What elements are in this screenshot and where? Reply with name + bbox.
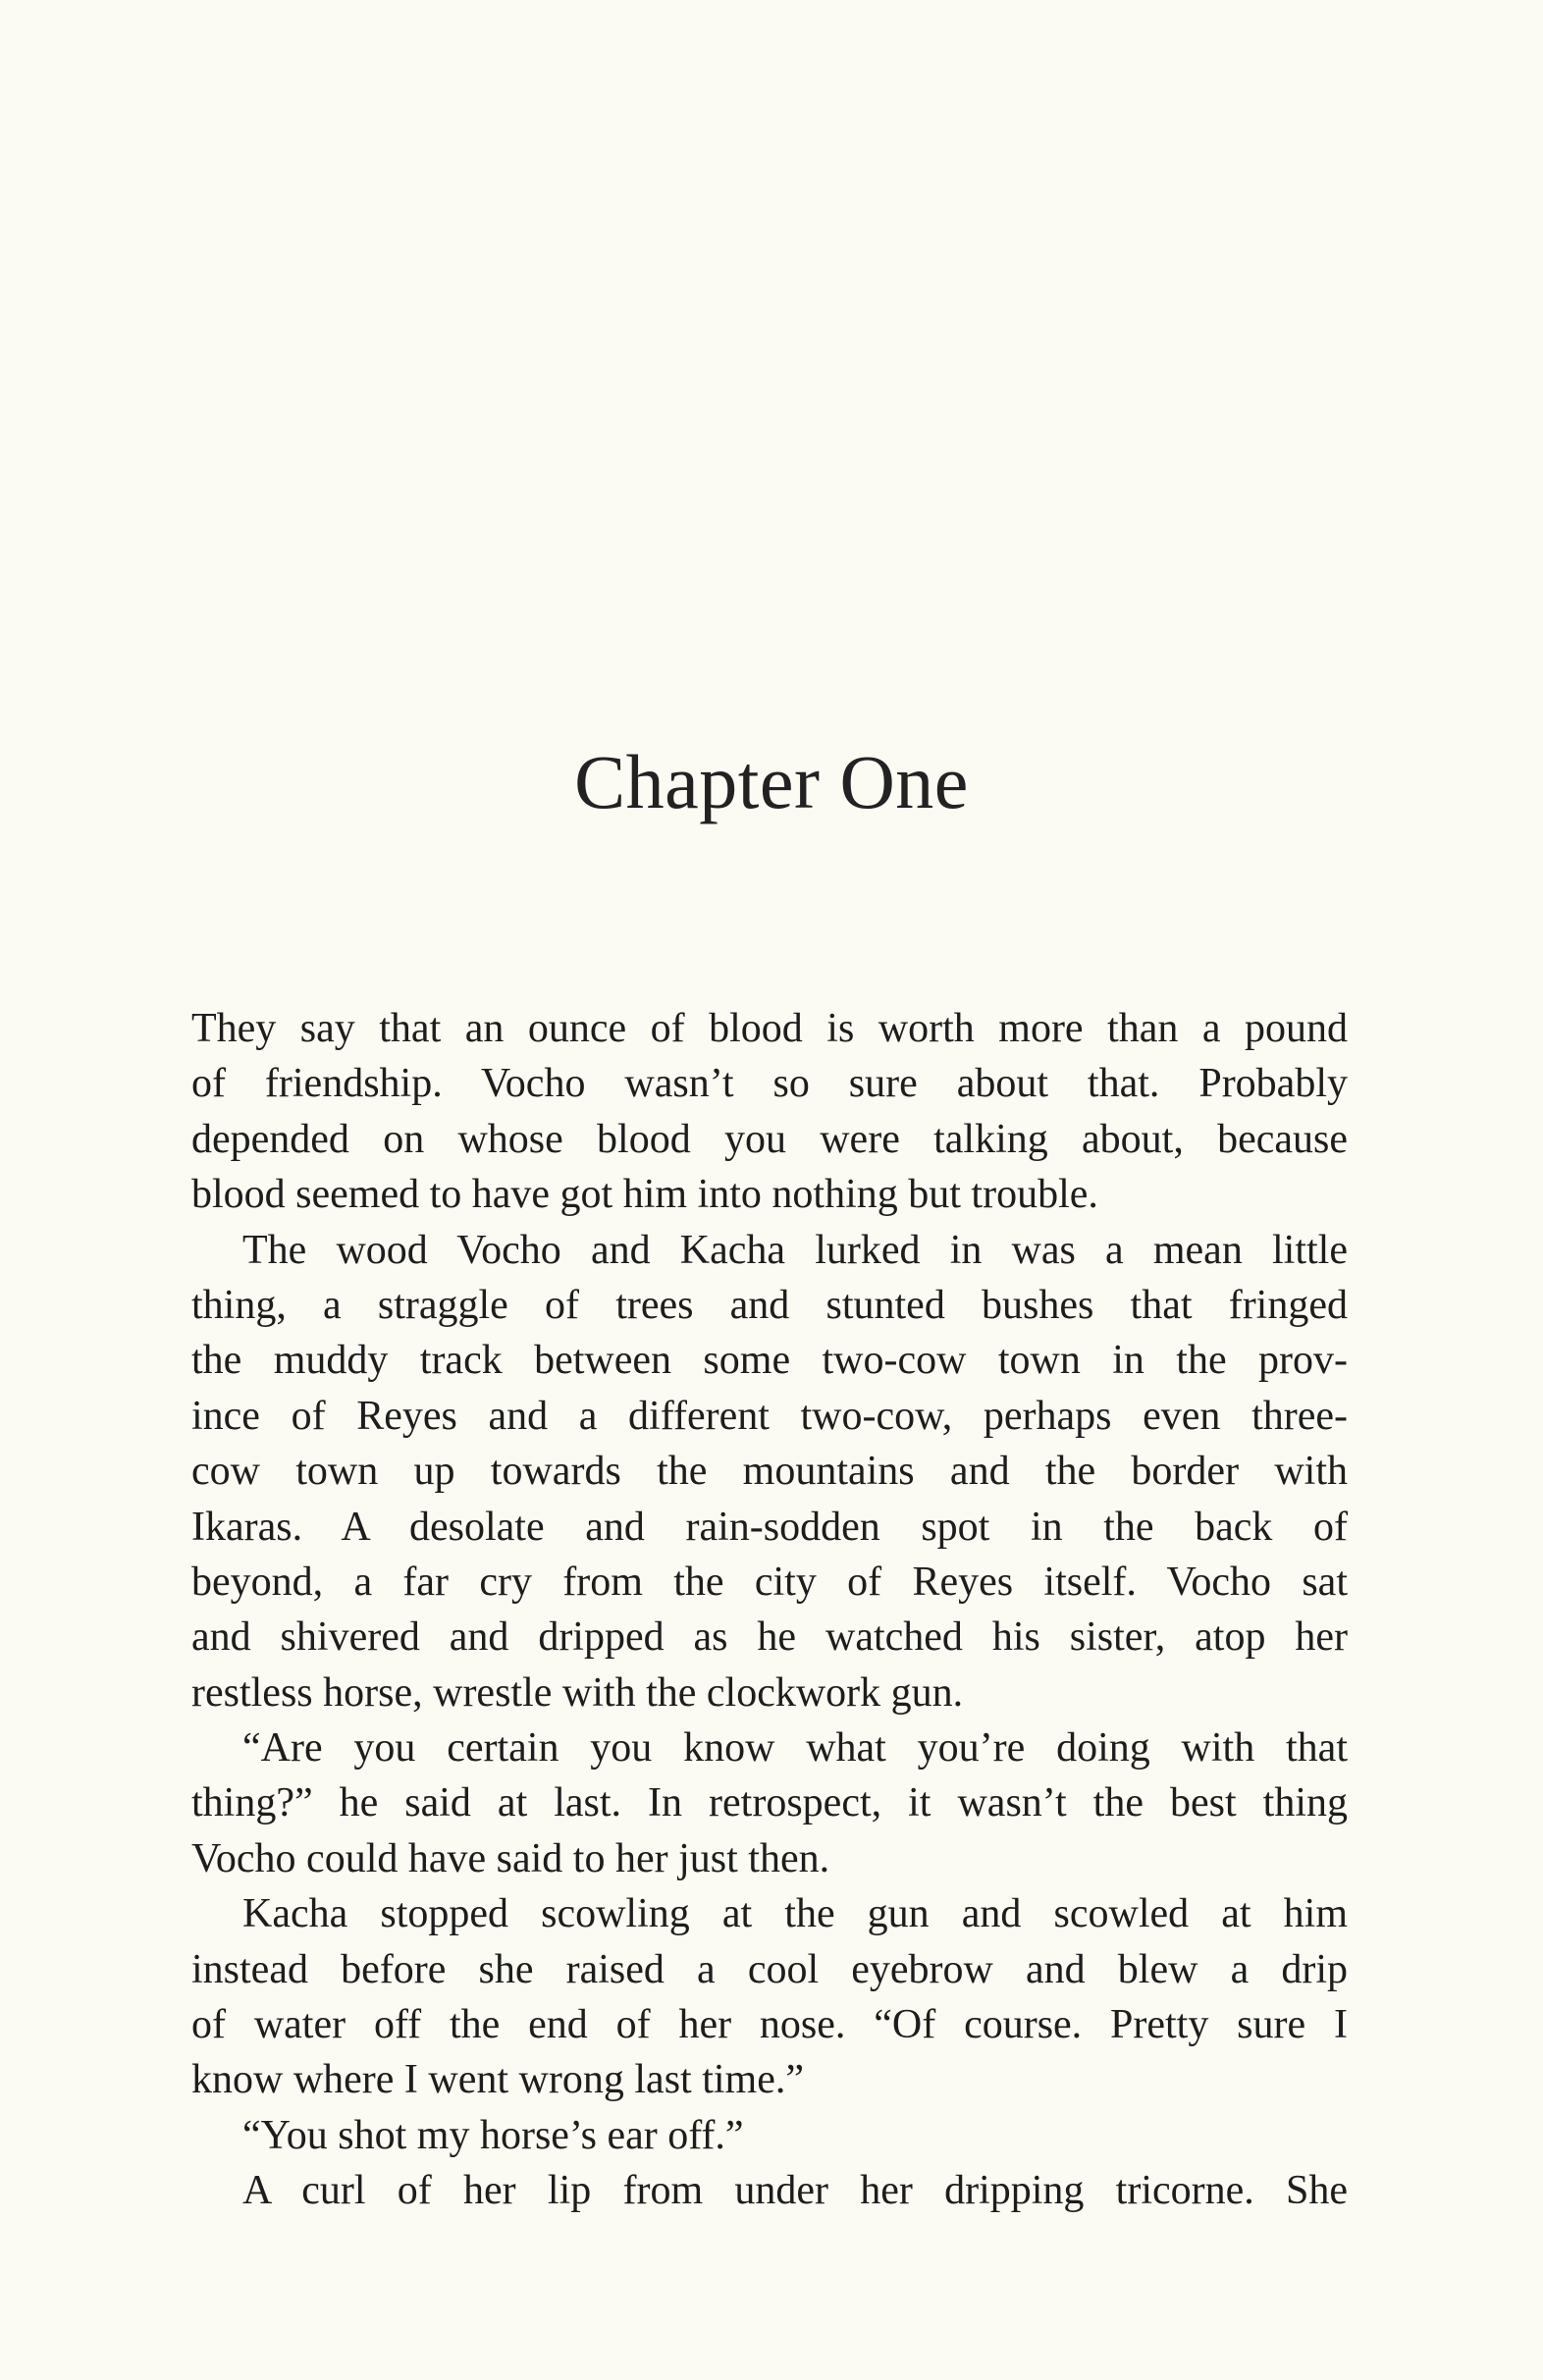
chapter-title: Chapter One	[574, 739, 969, 825]
text-line: restless horse, wrestle with the clockwork gun.	[191, 1669, 964, 1716]
text-line: know where I went wrong last time.”	[191, 2057, 804, 2103]
text-line: Vocho could have said to her just then.	[191, 1835, 830, 1881]
text-line: thing, a straggle of trees and stunted bushes that fringed	[191, 1282, 1348, 1328]
text-line: of water off the end of her nose. “Of course. Pretty sure I	[191, 2002, 1348, 2048]
text-line: cow town up towards the mountains and the border with	[191, 1449, 1348, 1495]
text-line: instead before she raised a cool eyebrow and blew a drip	[191, 1946, 1348, 1992]
text-line: Kacha stopped scowling at the gun and scowled at him	[242, 1891, 1348, 1937]
text-line: They say that an ounce of blood is worth more than a pound	[191, 1006, 1348, 1051]
text-line: of friendship. Vocho wasn’t so sure about that. Probably	[191, 1061, 1348, 1107]
text-line: A curl of her lip from under her dripping tricorne. She	[242, 2168, 1348, 2214]
text-line: the muddy track between some two-cow town in the prov-	[191, 1338, 1348, 1384]
text-line: blood seemed to have got him into nothing but trouble.	[191, 1172, 1098, 1218]
text-line: “Are you certain you know what you’re doing with that	[242, 1725, 1348, 1772]
text-line: The wood Vocho and Kacha lurked in was a mean little	[242, 1227, 1348, 1273]
text-line: beyond, a far cry from the city of Reyes itself. Vocho sat	[191, 1559, 1348, 1605]
text-line: Ikaras. A desolate and rain-sodden spot in the back of	[191, 1504, 1348, 1550]
text-line: thing?” he said at last. In retrospect, it wasn’t the best thing	[191, 1780, 1348, 1826]
text-line: depended on whose blood you were talking about, because	[191, 1116, 1348, 1162]
text-line: and shivered and dripped as he watched his sister, atop her	[191, 1614, 1348, 1661]
body-text	[191, 1001, 1348, 2219]
text-line: ince of Reyes and a different two-cow, perhaps even three-	[191, 1393, 1348, 1439]
text-line: “You shot my horse’s ear off.”	[242, 2112, 744, 2158]
